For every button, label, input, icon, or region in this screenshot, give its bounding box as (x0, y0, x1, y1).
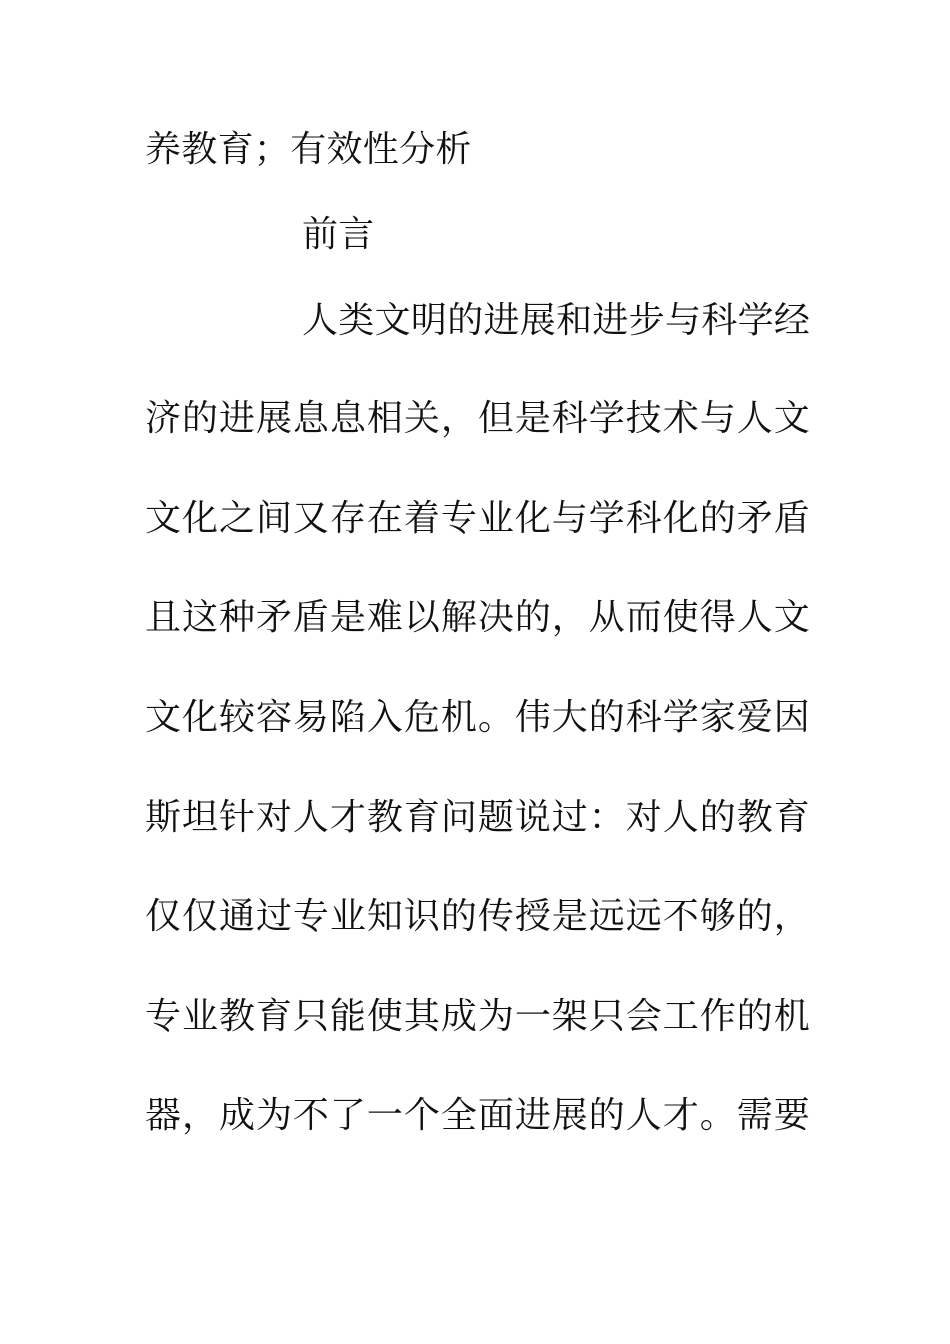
paragraph-line: 文化较容易陷入危机。伟大的科学家爱因 (145, 697, 810, 738)
paragraph-line: 文化之间又存在着专业化与学科化的矛盾 (145, 498, 810, 539)
paragraph-line: 仅仅通过专业知识的传授是远远不够的， (145, 896, 810, 937)
paragraph-line: 专业教育只能使其成为一架只会工作的机 (145, 996, 810, 1037)
paragraph-line: 济的进展息息相关，但是科学技术与人文 (145, 398, 810, 439)
keywords-line: 养教育；有效性分析 (145, 129, 472, 170)
paragraph-line: 且这种矛盾是难以解决的，从而使得人文 (145, 597, 810, 638)
section-heading: 前言 (302, 214, 375, 255)
paragraph-line: 斯坦针对人才教育问题说过：对人的教育 (145, 797, 810, 838)
paragraph-line: 器，成为不了一个全面进展的人才。需要 (145, 1095, 810, 1136)
paragraph-line: 人类文明的进展和进步与科学经 (302, 300, 811, 341)
